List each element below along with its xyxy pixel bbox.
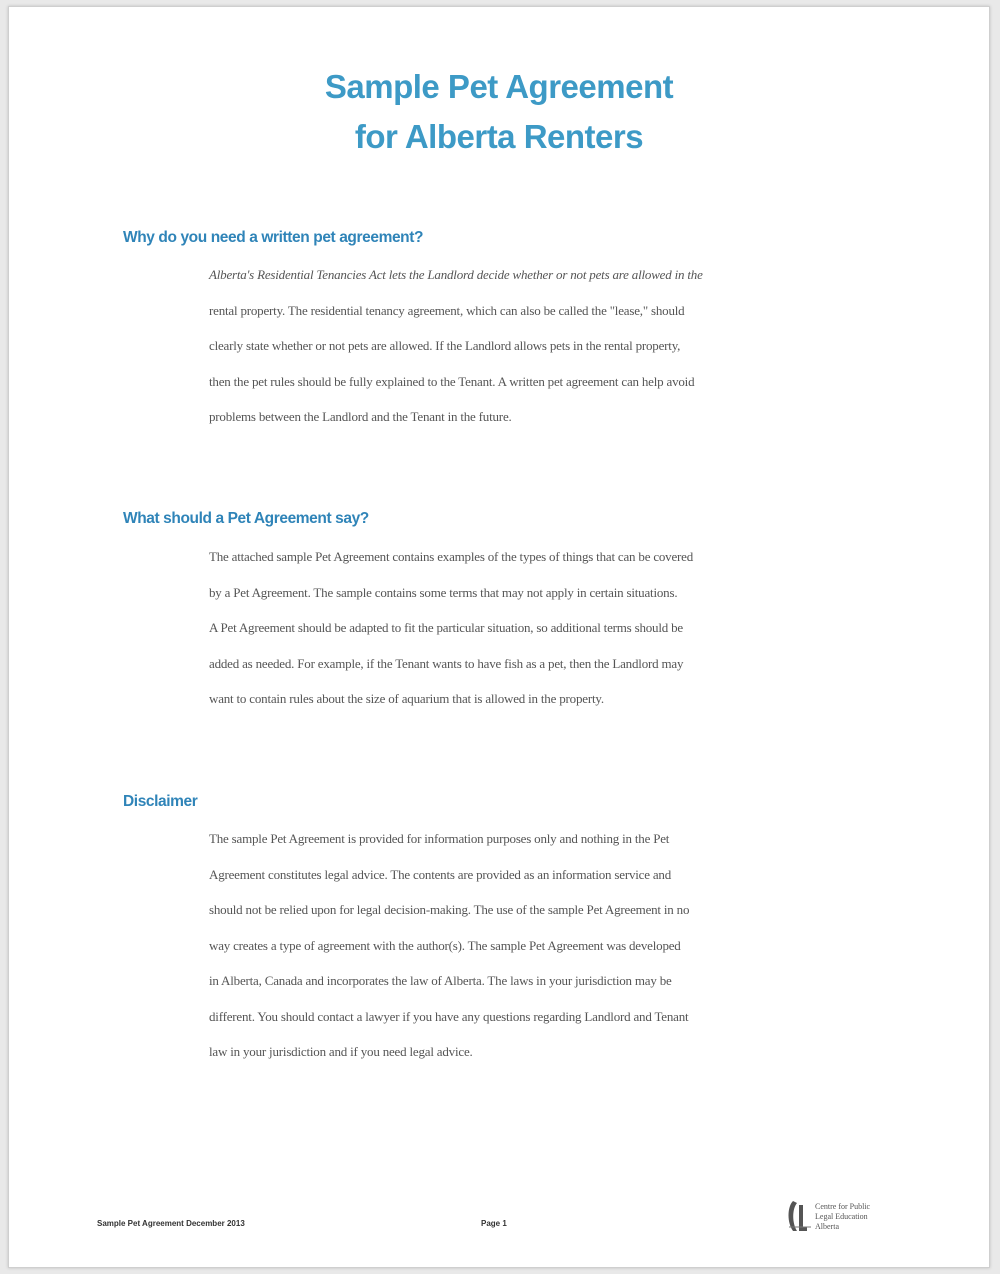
section-heading-what: What should a Pet Agreement say? xyxy=(123,510,369,527)
section-body-disclaimer xyxy=(209,829,889,1078)
title-line: for Alberta Renters xyxy=(354,118,644,155)
footer-page-number: Page 1 xyxy=(481,1219,507,1228)
body-line: in Alberta, Canada and incorporates the law of Alberta. The laws in your jurisdiction may be xyxy=(209,973,672,988)
section-body-why xyxy=(209,265,889,443)
body-line: want to contain rules about the size of aquarium that is allowed in the property. xyxy=(209,691,604,706)
body-line: by a Pet Agreement. The sample contains some terms that may not apply in certain situations. xyxy=(209,584,678,600)
body-line: then the pet rules should be fully explained to the Tenant. A written pet agreement can help avoid xyxy=(209,373,695,389)
title-line: Sample Pet Agreement xyxy=(324,68,674,105)
body-line: rental property. The residential tenancy agreement, which can also be called the "lease," should xyxy=(209,302,685,318)
body-line: problems between the Landlord and the Tenant in the future. xyxy=(209,409,512,424)
body-line: Alberta's Residential Tenancies Act lets the Landlord decide whether or not pets are allowed in the xyxy=(209,267,703,282)
document-page xyxy=(8,6,990,1268)
body-line: should not be relied upon for legal decision-making. The use of the sample Pet Agreement in no xyxy=(209,902,690,917)
body-line: The attached sample Pet Agreement contains examples of the types of things that can be covered xyxy=(209,549,694,564)
document-title xyxy=(9,62,989,162)
body-line: added as needed. For example, if the Tenant wants to have fish as a pet, then the Landlord may xyxy=(209,655,684,671)
cple-logo-icon xyxy=(785,1197,905,1237)
body-line: Agreement constitutes legal advice. The contents are provided as an information service and xyxy=(209,866,672,882)
logo-text-line: Centre for Public xyxy=(815,1202,871,1211)
section-body-what xyxy=(209,547,889,725)
footer-document-name: Sample Pet Agreement December 2013 xyxy=(97,1219,245,1228)
body-line: The sample Pet Agreement is provided for information purposes only and nothing in the Pet xyxy=(209,831,670,846)
section-heading-disclaimer: Disclaimer xyxy=(123,793,198,810)
body-line: clearly state whether or not pets are allowed. If the Landlord allows pets in the rental property, xyxy=(209,338,681,353)
body-line: way creates a type of agreement with the author(s). The sample Pet Agreement was developed xyxy=(209,937,681,953)
body-line: A Pet Agreement should be adapted to fit the particular situation, so additional terms should be xyxy=(209,620,683,635)
body-line: different. You should contact a lawyer if you have any questions regarding Landlord and Tenant xyxy=(209,1008,689,1024)
section-heading-why: Why do you need a written pet agreement? xyxy=(123,229,424,246)
logo-text-line: Legal Education xyxy=(815,1212,868,1221)
body-line: law in your jurisdiction and if you need legal advice. xyxy=(209,1044,473,1059)
logo-text-line: Alberta xyxy=(815,1222,839,1231)
